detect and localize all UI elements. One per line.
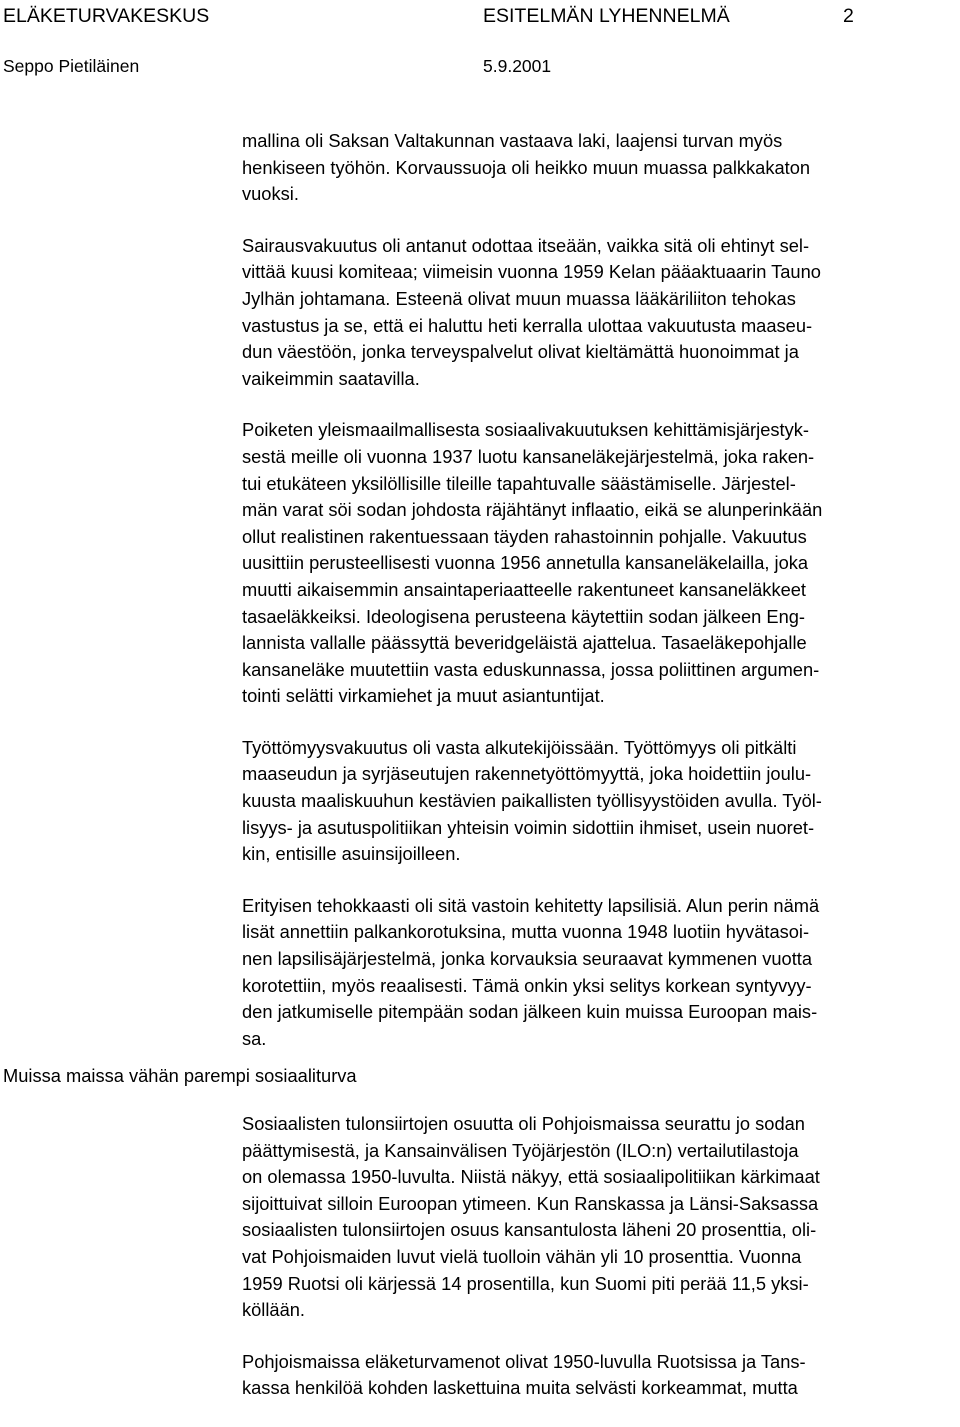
- section-heading: Muissa maissa vähän parempi sosiaaliturva: [3, 1065, 357, 1086]
- document-date: 5.9.2001: [483, 56, 552, 76]
- paragraph: Erityisen tehokkaasti oli sitä vastoin kehitetty lapsilisiä. Alun perin nämä lisät annettiin palkankorotuksina, mutta vuonna 1948 luotiin hyvätasoi- nen lapsilisäjärjestelmä, jonka korvauksia seuraavat kymmenen vuotta korotettiin, myös reaalisesti. Tämä onkin yksi selitys korkean syntyvyy- den jatkumiselle pitempään sodan jälkeen kuin muissa Euroopan mais- sa.: [242, 894, 820, 1049]
- paragraph: Sosiaalisten tulonsiirtojen osuutta oli Pohjoismaissa seurattu jo sodan päättymisestä, ja Kansainvälisen Työjärjestön (ILO:n) vertailutilastoja on olemassa 1950-luvulta. Niistä näkyy, että sosiaalipolitiikan kärkimaat sijoittuivat silloin Euroopan ytimeen. Kun Ranskassa ja Länsi-Saksassa sosiaalisten tulonsiirtojen osuus kansantulosta läheni 20 prosenttia, oli- vat Pohjoismaiden luvut vielä tuolloin vähän yli 10 prosenttia. Vuonna 1959 Ruotsi oli kärjessä 14 prosentilla, kun Suomi piti perää 11,5 yksi- köllään.: [242, 1113, 820, 1321]
- paragraph: Työttömyysvakuutus oli vasta alkutekijöissään. Työttömyys oli pitkälti maaseudun ja syrjäseutujen rakennetyöttömyyttä, joka hoidettiin joulu- kuusta maaliskuuhun kestävien paikallisten työllisyystöiden avulla. Työl- lisyys- ja asutuspolitiikan yhteisin voimin sidottiin ihmiset, usein nuoret- kin, entisille asuinsijoilleen.: [242, 736, 822, 865]
- body-text-column-lower: [242, 1111, 960, 1427]
- organization-name: ELÄKETURVAKESKUS: [3, 5, 210, 27]
- document-type: ESITELMÄN LYHENNELMÄ: [483, 5, 730, 27]
- page-number: 2: [843, 5, 854, 27]
- paragraph: Pohjoismaissa eläketurvamenot olivat 1950-luvulla Ruotsissa ja Tans- kassa henkilöä kohden laskettuina muita selvästi korkeammat, mutta: [242, 1350, 806, 1399]
- paragraph: mallina oli Saksan Valtakunnan vastaava laki, laajensi turvan myös henkiseen työhön. Korvaussuoja oli heikko muun muassa palkkakaton vuoksi.: [242, 130, 811, 205]
- paragraph: Poiketen yleismaailmallisesta sosiaalivakuutuksen kehittämisjärjestyk- sestä meille oli vuonna 1937 luotu kansaneläkejärjestelmä, joka raken- tui etukäteen yksilöllisille tileille tapahtuvalle säästämiselle. Järjestel- män varat söi sodan johdosta räjähtänyt inflaatio, eikä se alunperinkään ollut realistinen rakentuessaan täyden rahastoinnin pohjalle. Vakuutus uusittiin perusteellisesti vuonna 1956 annetulla kansaneläkelailla, joka muutti aikaisemmin ansaintaperiaatteelle rakentuneet kansaneläkkeet tasaeläkkeiksi. Ideologisena perusteena käytettiin sodan jälkeen Eng- lannista vallalle päässyttä beveridgeläistä ajattelua. Tasaeläkepohjalle kansaneläke muutettiin vasta eduskunnassa, jossa poliittinen argumen- tointi selätti virkamiehet ja muut asiantuntijat.: [242, 419, 823, 707]
- author-name: Seppo Pietiläinen: [3, 56, 140, 76]
- paragraph: Sairausvakuutus oli antanut odottaa itseään, vaikka sitä oli ehtinyt sel- vittää kuusi komiteaa; viimeisin vuonna 1959 Kelan pääaktuaarin Tauno Jylhän johtamana. Esteenä olivat muun muassa lääkäriliiton tehokas vastustus ja se, että ei haluttu heti kerralla ulottaa vakuutusta maaseu- dun väestöön, jonka terveyspalvelut olivat kieltämättä huonoimmat ja vaikeimmin saatavilla.: [242, 234, 821, 389]
- body-text-column: [242, 128, 960, 1077]
